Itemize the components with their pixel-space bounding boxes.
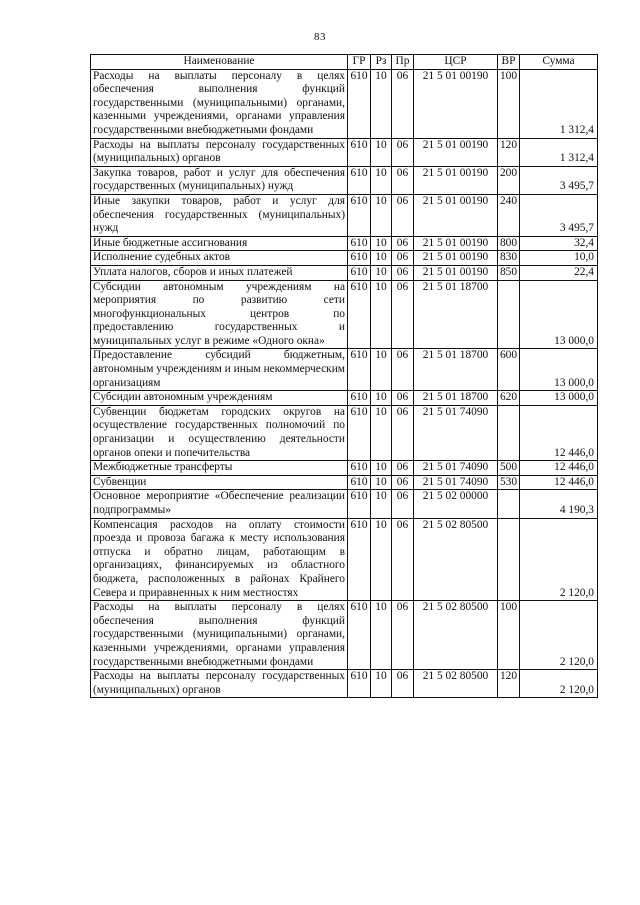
cell-pr: 06 <box>392 601 414 670</box>
cell-name: Основное мероприятие «Обеспечение реализации подпрограммы» <box>91 490 348 518</box>
header-name: Наименование <box>91 55 348 70</box>
cell-name: Уплата налогов, сборов и иных платежей <box>91 265 348 280</box>
cell-vr: 800 <box>498 236 520 251</box>
cell-pr: 06 <box>392 405 414 460</box>
table-row <box>91 405 598 460</box>
header-gr: ГР <box>348 55 371 70</box>
cell-sum: 32,4 <box>520 236 598 251</box>
cell-sum: 10,0 <box>520 251 598 266</box>
cell-sum: 22,4 <box>520 265 598 280</box>
cell-gr: 610 <box>348 280 371 349</box>
table-row <box>91 601 598 670</box>
table-row <box>91 391 598 406</box>
cell-csr: 21 5 02 80500 <box>414 601 498 670</box>
cell-vr: 120 <box>498 670 520 698</box>
cell-csr: 21 5 01 00190 <box>414 194 498 236</box>
cell-vr: 500 <box>498 461 520 476</box>
cell-vr: 530 <box>498 475 520 490</box>
cell-name: Иные бюджетные ассигнования <box>91 236 348 251</box>
cell-name: Закупка товаров, работ и услуг для обеспечения государственных (муниципальных) нужд <box>91 166 348 194</box>
table-row <box>91 475 598 490</box>
cell-sum: 3 495,7 <box>520 166 598 194</box>
cell-name: Субсидии автономным учреждениям <box>91 391 348 406</box>
cell-sum: 13 000,0 <box>520 391 598 406</box>
cell-sum: 2 120,0 <box>520 601 598 670</box>
cell-csr: 21 5 01 74090 <box>414 461 498 476</box>
table-row <box>91 236 598 251</box>
cell-sum: 13 000,0 <box>520 280 598 349</box>
cell-sum: 3 495,7 <box>520 194 598 236</box>
cell-gr: 610 <box>348 670 371 698</box>
cell-rz: 10 <box>371 236 392 251</box>
cell-name: Субвенции <box>91 475 348 490</box>
cell-pr: 06 <box>392 280 414 349</box>
cell-csr: 21 5 01 00190 <box>414 265 498 280</box>
cell-pr: 06 <box>392 490 414 518</box>
cell-csr: 21 5 02 80500 <box>414 670 498 698</box>
cell-csr: 21 5 01 18700 <box>414 280 498 349</box>
cell-rz: 10 <box>371 194 392 236</box>
header-vr: ВР <box>498 55 520 70</box>
cell-name: Расходы на выплаты персоналу в целях обеспечения выполнения функций государственными (муниципальными) органами, казенными учреждениями, органами управления государственными внебюджетными фондами <box>91 601 348 670</box>
cell-csr: 21 5 01 18700 <box>414 349 498 391</box>
cell-gr: 610 <box>348 236 371 251</box>
cell-vr <box>498 280 520 349</box>
cell-name: Расходы на выплаты персоналу в целях обеспечения выполнения функций государственными (муниципальными) органами, казенными учреждениями, органами управления государственными внебюджетными фондами <box>91 69 348 138</box>
cell-sum: 13 000,0 <box>520 349 598 391</box>
cell-gr: 610 <box>348 138 371 166</box>
cell-csr: 21 5 01 00190 <box>414 166 498 194</box>
table-row <box>91 349 598 391</box>
cell-vr: 100 <box>498 601 520 670</box>
cell-pr: 06 <box>392 461 414 476</box>
header-pr: Пр <box>392 55 414 70</box>
cell-pr: 06 <box>392 265 414 280</box>
cell-rz: 10 <box>371 265 392 280</box>
cell-rz: 10 <box>371 601 392 670</box>
cell-pr: 06 <box>392 194 414 236</box>
cell-rz: 10 <box>371 138 392 166</box>
cell-sum: 12 446,0 <box>520 461 598 476</box>
cell-gr: 610 <box>348 475 371 490</box>
budget-table <box>90 54 598 698</box>
cell-vr: 100 <box>498 69 520 138</box>
cell-pr: 06 <box>392 166 414 194</box>
cell-gr: 610 <box>348 601 371 670</box>
cell-csr: 21 5 01 00190 <box>414 251 498 266</box>
cell-sum: 12 446,0 <box>520 405 598 460</box>
cell-rz: 10 <box>371 518 392 601</box>
cell-pr: 06 <box>392 518 414 601</box>
cell-csr: 21 5 01 18700 <box>414 391 498 406</box>
cell-pr: 06 <box>392 251 414 266</box>
cell-csr: 21 5 01 74090 <box>414 475 498 490</box>
cell-name: Иные закупки товаров, работ и услуг для обеспечения государственных (муниципальных) нужд <box>91 194 348 236</box>
cell-pr: 06 <box>392 349 414 391</box>
cell-rz: 10 <box>371 670 392 698</box>
cell-csr: 21 5 01 00190 <box>414 69 498 138</box>
cell-pr: 06 <box>392 236 414 251</box>
cell-rz: 10 <box>371 405 392 460</box>
cell-vr: 620 <box>498 391 520 406</box>
table-row <box>91 490 598 518</box>
cell-rz: 10 <box>371 349 392 391</box>
cell-vr <box>498 490 520 518</box>
header-csr: ЦСР <box>414 55 498 70</box>
cell-csr: 21 5 01 74090 <box>414 405 498 460</box>
cell-gr: 610 <box>348 461 371 476</box>
cell-name: Расходы на выплаты персоналу государственных (муниципальных) органов <box>91 670 348 698</box>
cell-pr: 06 <box>392 138 414 166</box>
cell-name: Предоставление субсидий бюджетным, автономным учреждениям и иным некоммерческим организациям <box>91 349 348 391</box>
cell-name: Компенсация расходов на оплату стоимости проезда и провоза багажа к месту использования отпуска и обратно лицам, работающим в организациях, финансируемых из областного бюджета, расположенных в районах Крайнего Севера и приравненных к ним местностях <box>91 518 348 601</box>
cell-vr: 850 <box>498 265 520 280</box>
cell-vr: 120 <box>498 138 520 166</box>
cell-vr <box>498 518 520 601</box>
cell-gr: 610 <box>348 166 371 194</box>
cell-name: Расходы на выплаты персоналу государственных (муниципальных) органов <box>91 138 348 166</box>
cell-pr: 06 <box>392 670 414 698</box>
cell-name: Субсидии автономным учреждениям на мероприятия по развитию сети многофункциональных центров по предоставлению государственных и муниципальных услуг в режиме «Одного окна» <box>91 280 348 349</box>
cell-sum: 2 120,0 <box>520 518 598 601</box>
cell-pr: 06 <box>392 391 414 406</box>
cell-sum: 2 120,0 <box>520 670 598 698</box>
cell-gr: 610 <box>348 518 371 601</box>
header-rz: Рз <box>371 55 392 70</box>
table-row <box>91 138 598 166</box>
cell-gr: 610 <box>348 349 371 391</box>
cell-rz: 10 <box>371 166 392 194</box>
cell-gr: 610 <box>348 391 371 406</box>
cell-gr: 610 <box>348 194 371 236</box>
cell-vr: 200 <box>498 166 520 194</box>
cell-rz: 10 <box>371 475 392 490</box>
cell-vr <box>498 405 520 460</box>
cell-vr: 600 <box>498 349 520 391</box>
cell-csr: 21 5 01 00190 <box>414 138 498 166</box>
cell-sum: 4 190,3 <box>520 490 598 518</box>
cell-csr: 21 5 02 80500 <box>414 518 498 601</box>
table-row <box>91 280 598 349</box>
table-row <box>91 194 598 236</box>
table-row <box>91 265 598 280</box>
cell-gr: 610 <box>348 251 371 266</box>
cell-rz: 10 <box>371 461 392 476</box>
cell-sum: 1 312,4 <box>520 69 598 138</box>
cell-name: Исполнение судебных актов <box>91 251 348 266</box>
cell-rz: 10 <box>371 280 392 349</box>
cell-csr: 21 5 01 00190 <box>414 236 498 251</box>
cell-vr: 240 <box>498 194 520 236</box>
table-row <box>91 166 598 194</box>
table-row <box>91 69 598 138</box>
cell-gr: 610 <box>348 405 371 460</box>
cell-rz: 10 <box>371 251 392 266</box>
cell-vr: 830 <box>498 251 520 266</box>
cell-sum: 12 446,0 <box>520 475 598 490</box>
table-header-row <box>91 55 598 70</box>
cell-gr: 610 <box>348 490 371 518</box>
table-row <box>91 251 598 266</box>
cell-csr: 21 5 02 00000 <box>414 490 498 518</box>
cell-gr: 610 <box>348 265 371 280</box>
cell-gr: 610 <box>348 69 371 138</box>
cell-rz: 10 <box>371 391 392 406</box>
header-sum: Сумма <box>520 55 598 70</box>
cell-pr: 06 <box>392 475 414 490</box>
cell-rz: 10 <box>371 69 392 138</box>
table-row <box>91 518 598 601</box>
table-row <box>91 670 598 698</box>
cell-sum: 1 312,4 <box>520 138 598 166</box>
table-row <box>91 461 598 476</box>
page-number: 83 <box>314 31 326 43</box>
cell-pr: 06 <box>392 69 414 138</box>
cell-rz: 10 <box>371 490 392 518</box>
cell-name: Субвенции бюджетам городских округов на осуществление государственных полномочий по организации и осуществлению деятельности органов опеки и попечительства <box>91 405 348 460</box>
cell-name: Межбюджетные трансферты <box>91 461 348 476</box>
